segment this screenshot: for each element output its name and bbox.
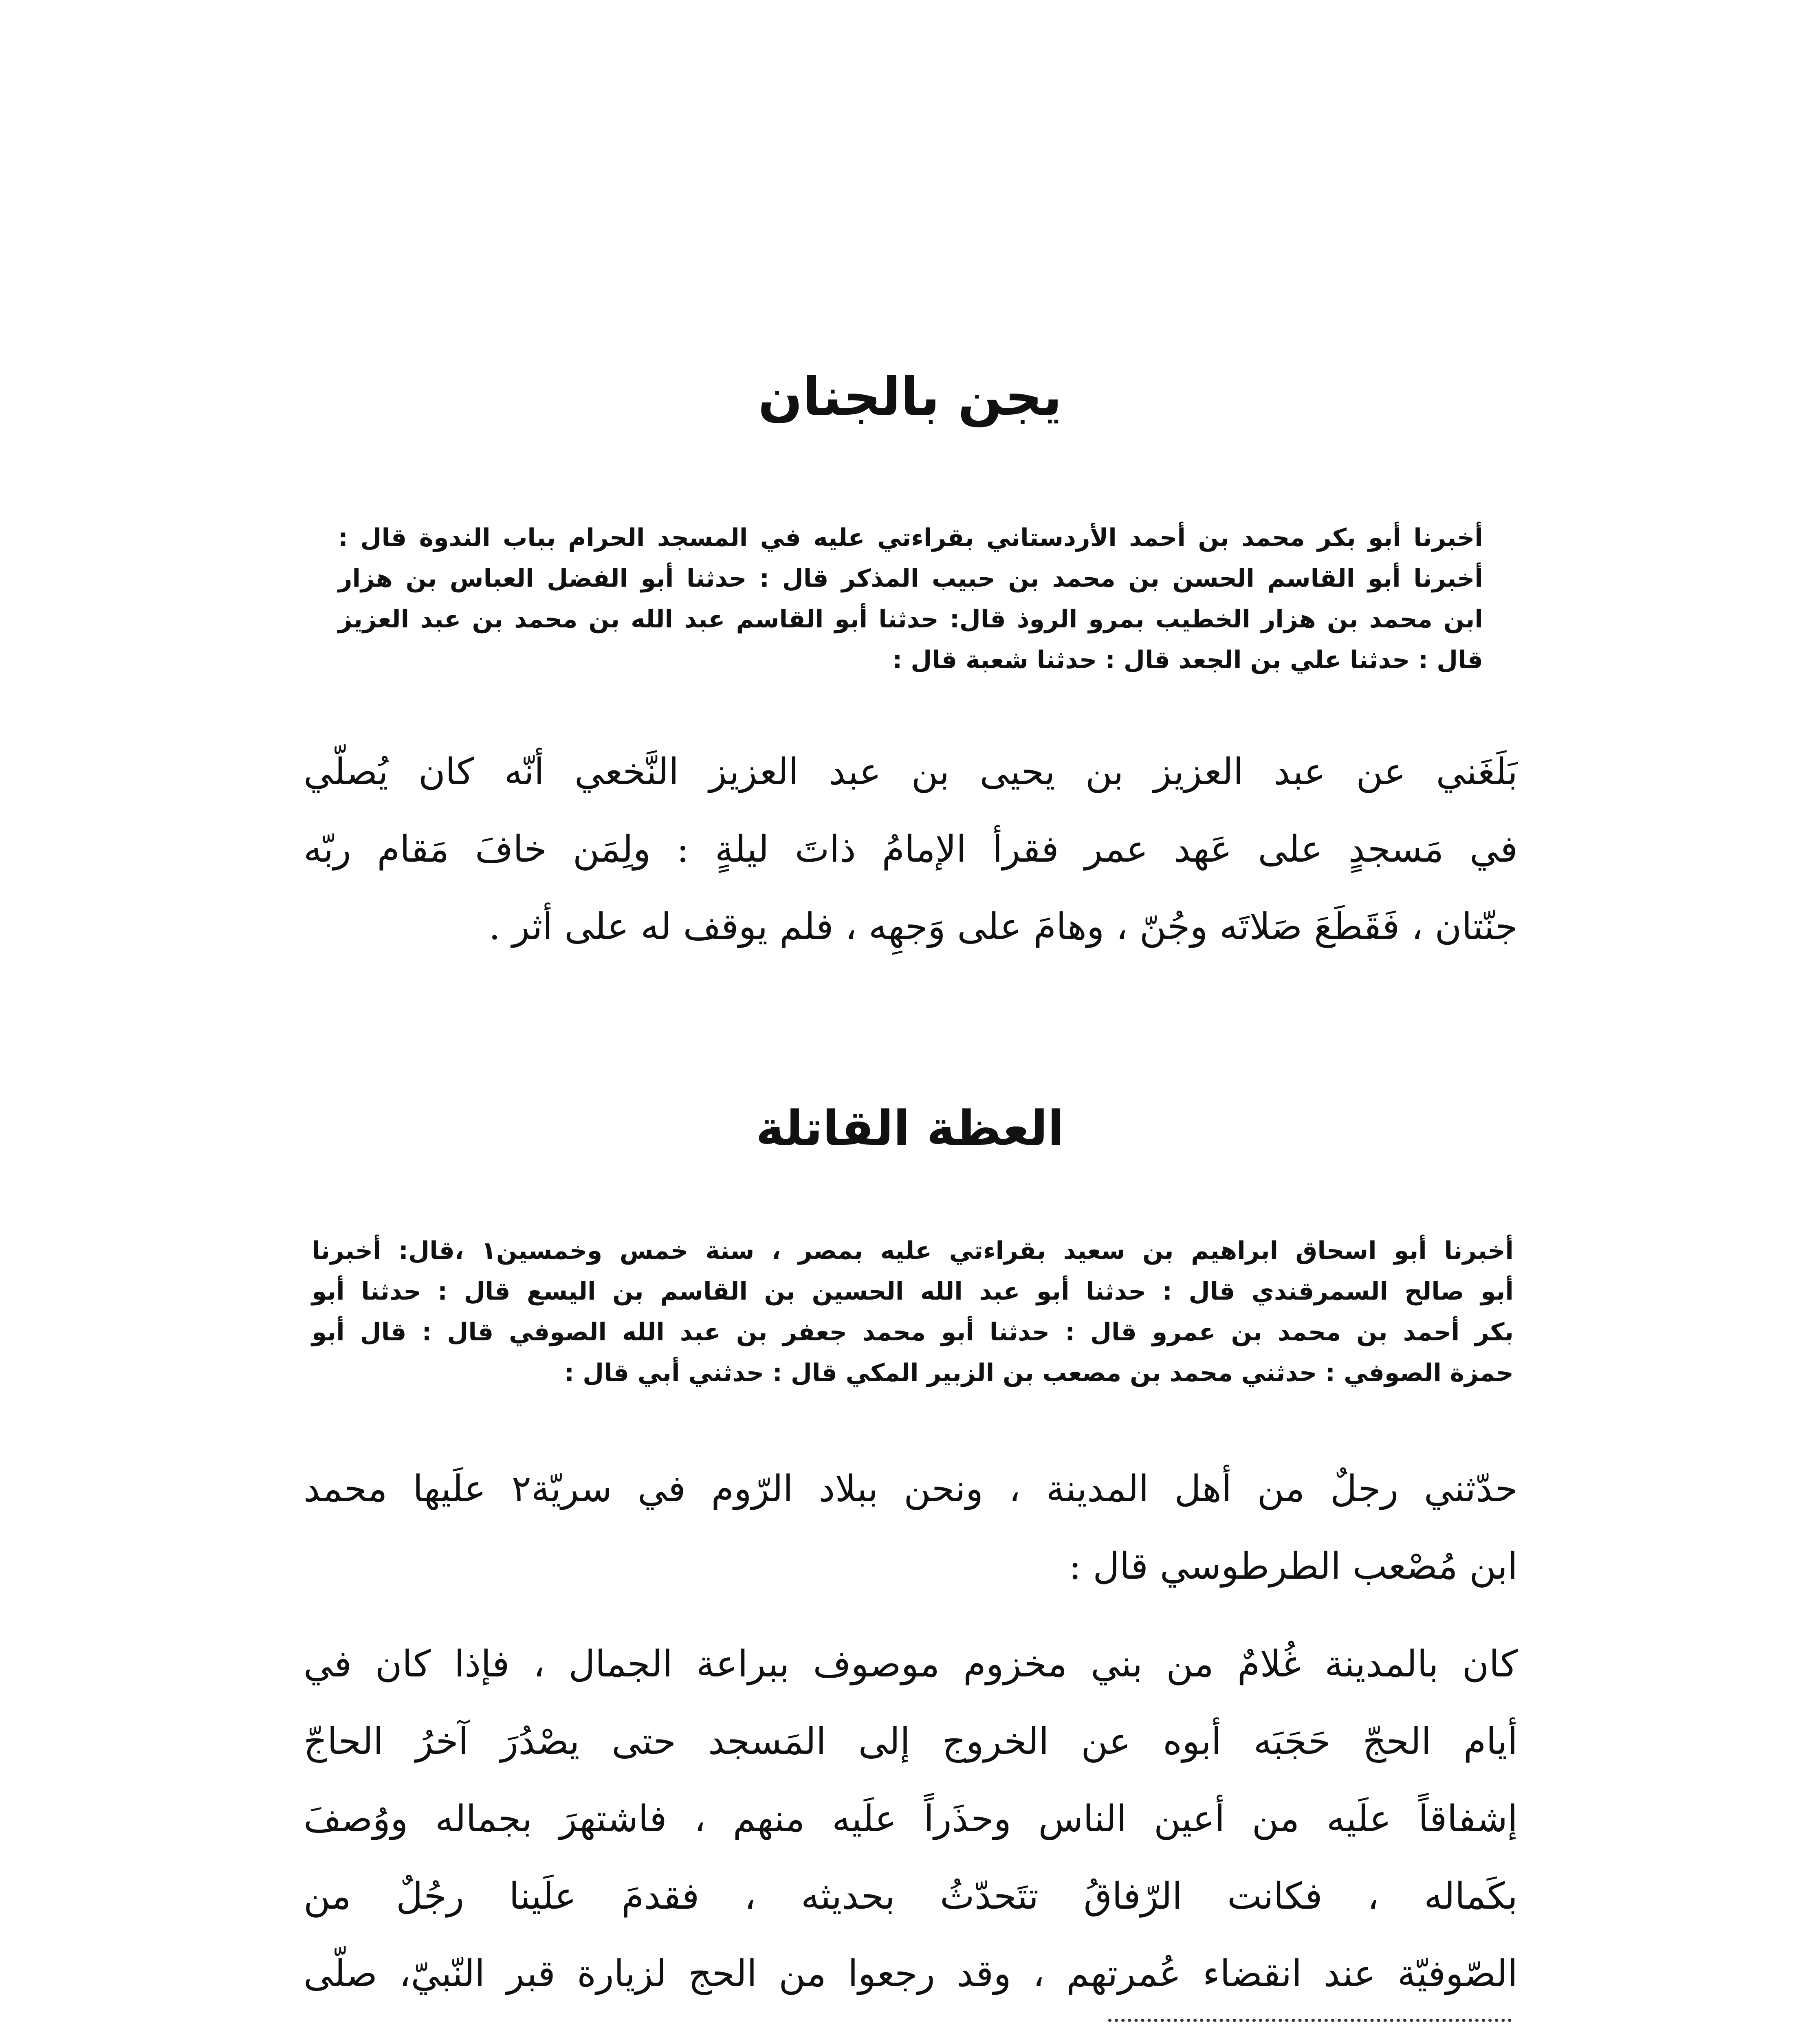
text-line: بكَماله ، فكانت الرّفاقُ تتَحدّثُ بحديثه ، فقدمَ علَينا رجُلٌ من [304,1875,1518,1918]
text-line: في مَسجدٍ على عَهد عمر فقرأ الإمامُ ذاتَ ليلةٍ : ولِمَن خافَ مَقام ربّه [304,828,1518,871]
section-1-isnad [338,517,1483,680]
text-line: حدّثني رجلٌ من أهل المدينة ، ونحن ببلاد الرّوم في سريّة٢ علَيها محمد [304,1467,1518,1510]
isnad-line: أخبرنا أبو اسحاق ابراهيم بن سعيد بقراءتي عليه بمصر ، سنة خمس وخمسين١ ،قال: أخبرنا [312,1236,1514,1265]
text-line: بَلَغَني عن عبد العزيز بن يحيى بن عبد العزيز النَّخعي أنّه كان يُصلّي [304,750,1518,793]
isnad-line: أخبرنا أبو بكر محمد بن أحمد الأردستاني بقراءتي عليه في المسجد الحرام بباب الندوة قال : [338,524,1483,552]
footnote-1 [856,2029,1495,2037]
text-line: إشفاقاً علَيه من أعين الناس وحذَراً علَيه منهم ، فاشتهرَ بجماله ووُصفَ [304,1797,1518,1840]
isnad-line: حمزة الصوفي : حدثني محمد بن مصعب بن الزبير المكي قال : حدثني أبي قال : [564,1359,1514,1387]
isnad-line: أبو صالح السمرقندي قال : حدثنا أبو عبد الله الحسين بن القاسم بن اليسع قال : حدثنا أبو [312,1277,1514,1306]
text-line: أيام الحجّ حَجَبَه أبوه عن الخروج إلى المَسجد حتى يصْدُرَ آخرُ الحاجّ [304,1720,1518,1763]
footnotes [856,2029,1495,2037]
text-line: الصّوفيّة عند انقضاء عُمرتهم ، وقد رجعوا من الحج لزيارة قبر النّبيّ، صلّى [304,1952,1518,1995]
text-line: كان بالمدينة غُلامٌ من بني مخزوم موصوف ببراعة الجمال ، فإذا كان في [304,1643,1518,1685]
section-1-text [304,733,1518,966]
isnad-line: بكر أحمد بن محمد بن عمرو قال : حدثنا أبو محمد جعفر بن عبد الله الصوفي قال : قال أبو [312,1318,1514,1346]
isnad-line: ابن محمد بن هزار الخطيب بمرو الروذ قال: حدثنا أبو القاسم عبد الله بن محمد بن عبد العزيز [338,605,1483,634]
section-2-title: العظة القاتلة [756,1100,1064,1156]
footnote-separator [1108,2019,1512,2022]
section-2-intro [304,1450,1518,1605]
isnad-line: أخبرنا أبو القاسم الحسن بن محمد بن حبيب المذكر قال : حدثنا أبو الفضل العباس بن هزار [338,564,1483,593]
text-line: جنّتان ، فَقَطَعَ صَلاتَه وجُنّ ، وهامَ على وَجهِه ، فلم يوقف له على أثر . [489,905,1518,948]
text-line: ابن مُصْعب الطرطوسي قال : [1069,1545,1518,1588]
section-2-isnad [312,1230,1514,1393]
isnad-line: قال : حدثنا علي بن الجعد قال : حدثنا شعبة قال : [892,646,1483,674]
section-2-text [304,1626,1518,2013]
section-1-title: يجن بالجنان [758,367,1062,427]
